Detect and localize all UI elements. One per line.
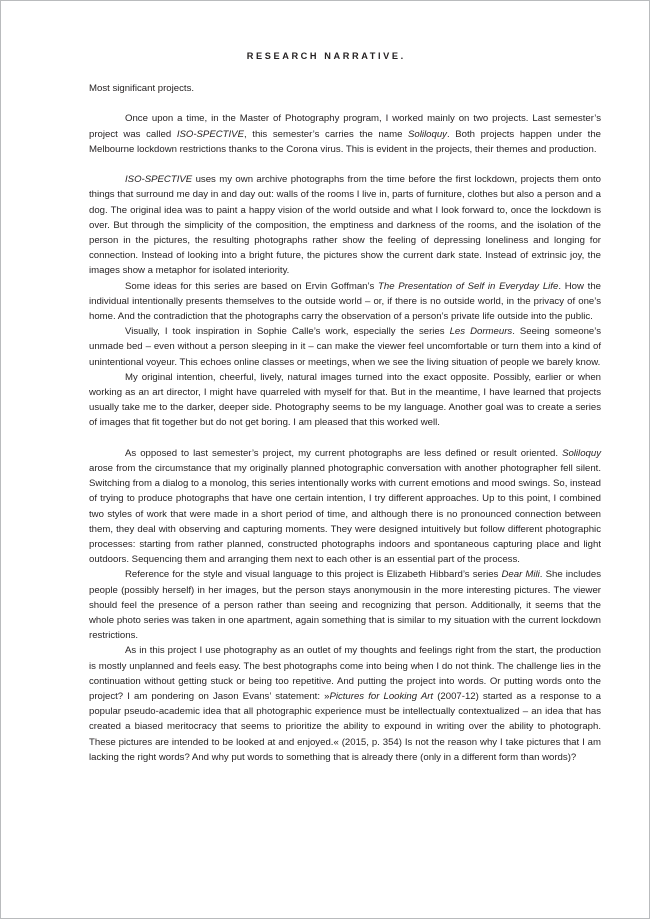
body-paragraph	[89, 279, 601, 325]
italic-title-run: Pictures for Looking Art	[329, 691, 434, 703]
text-run: arose from the circumstance that my originally planned photographic conversation with another photographer fell silent. Switching from a dialog to a monolog, this series intentionally works with current emotions and mood swings. So, instead of trying to produce photographs that have one certain intention, I try different approaches. Up to this point, I combined two styles of work that were made in a short period of time, and although there is no pronounced connection between them, they deal with observing and capturing moments. They were designed intuitively but follow different photographic processes: starting from rather planned, constructed photographs indoors and spontaneous capturing place and light outdoors. Sequencing them and arranging them next to each other is an essential part of the process.	[89, 463, 601, 566]
body-paragraph	[89, 446, 601, 568]
document-body	[89, 81, 601, 765]
paragraph-block	[89, 172, 601, 430]
paragraph-block	[89, 446, 601, 765]
body-paragraph	[89, 172, 601, 278]
text-run: As opposed to last semester’s project, my current photographs are less defined or result oriented.	[125, 447, 563, 459]
paragraph-blocks	[89, 111, 601, 765]
text-run: (2007-12) started as a response to a popular pseudo-academic idea that all photographic experience must be intellectually contextualized – an idea that has created a biased meritocracy that seems to prioritize the ability to expound in writing over the ability to photograph. These pictures are intended to be looked at and enjoyed.« (2015, p. 354) Is not the reason why I take pictures that I am lacking the right words? And why put words to something that is already there (only in a different form than words)?	[89, 691, 602, 763]
text-run: . Both projects happen under the Melbourne lockdown restrictions thanks to the Corona virus. This is evident in the projects, their themes and production.	[89, 128, 601, 155]
paragraph-block	[89, 111, 601, 157]
text-run: . She includes people (possibly herself) in her images, but the person stays anonymousin in the more interesting pictures. The viewer should feel the presence of a person rather than seeing and recognizing that person. Additionally, it seems that the whole photo series was taken in one apartment, again something that is similar to my situation with the current lockdown restrictions.	[89, 569, 601, 642]
text-run: Visually, I took inspiration in Sophie Calle’s work, especially the series	[125, 326, 450, 338]
paragraph-block-spacer	[89, 431, 601, 446]
italic-title-run: The Presentation of Self in Everyday Life	[378, 280, 559, 292]
section-heading-most-significant-projects: Most significant projects.	[89, 83, 195, 94]
text-run: . Seeing someone’s unmade bed – even without a person sleeping in it – can make the viewer feel uncomfortable or turn them into a kind of unintentional voyeur. This echoes online classes or meetings, when we see the living situation of people we barely know.	[89, 326, 601, 368]
text-run: . How the individual intentionally presents themselves to the outside world – or, if there is no outside world, in the privacy of one’s home. And the contradiction that the photographs carry the observation of a person’s private life outside into the public.	[89, 280, 601, 323]
italic-title-run: Soliloquy	[562, 447, 601, 459]
body-paragraph	[89, 567, 601, 643]
text-run: My original intention, cheerful, lively, natural images turned into the exact opposite. Possibly, earlier or when working as an art director, I might have quarreled with myself for that. But in the meantime, I have learned that projects usually take me to the darker, deeper side. Photography seems to be my language. Another goal was to create a series of images that fit together but do not get boring. I am pleased that this worked well.	[89, 371, 601, 429]
heading-spacer	[89, 96, 601, 111]
italic-title-run: Les Dormeurs	[449, 326, 513, 338]
italic-title-run: Dear Mili	[501, 569, 540, 581]
italic-title-run: Soliloquy	[408, 128, 447, 140]
text-run: As in this project I use photography as an outlet of my thoughts and feelings right from the start, the production is mostly unplanned and feels easy. The best photographs come into being when I do not think. The challenge lies in the continuation without getting stuck or being too repetitive. And putting the project into words. Or putting words onto the project? I am pondering on Jason Evans’ statement: »	[89, 645, 601, 703]
text-run: , this semester’s carries the name	[243, 128, 409, 140]
body-paragraph	[89, 643, 601, 765]
paragraph-block-spacer	[89, 157, 601, 172]
text-run: Once upon a time, in the Master of Photography program, I worked mainly on two projects. Last semester’s project was called	[89, 113, 601, 140]
body-paragraph	[89, 324, 601, 370]
body-paragraph	[89, 370, 601, 431]
text-run: uses my own archive photographs from the time before the first lockdown, projects them onto things that surround me day in and day out: walls of the rooms I live in, parts of furniture, clothes but also a person and a dog. The original idea was to paint a happy vision of the world outside and what I look forward to, once the lockdown is over. But through the simplicity of the composition, the emptiness and darkness of the rooms, and the isolation of the person in the pictures, the resulting photographs rather show the feeling of depressing loneliness and longing for connection. Instead of looking into a bright future, the pictures show the current dark state. Instead of extrinsic joy, the images show a metaphor for isolated interiority.	[89, 174, 601, 277]
italic-title-run: ISO-SPECTIVE	[176, 128, 244, 140]
italic-title-run: ISO-SPECTIVE	[125, 174, 193, 186]
text-run: Reference for the style and visual language to this project is Elizabeth Hibbard’s series	[125, 569, 502, 581]
text-run: Some ideas for this series are based on Ervin Goffman’s	[125, 280, 379, 292]
body-paragraph	[89, 111, 601, 157]
document-title: RESEARCH NARRATIVE.	[246, 51, 406, 61]
